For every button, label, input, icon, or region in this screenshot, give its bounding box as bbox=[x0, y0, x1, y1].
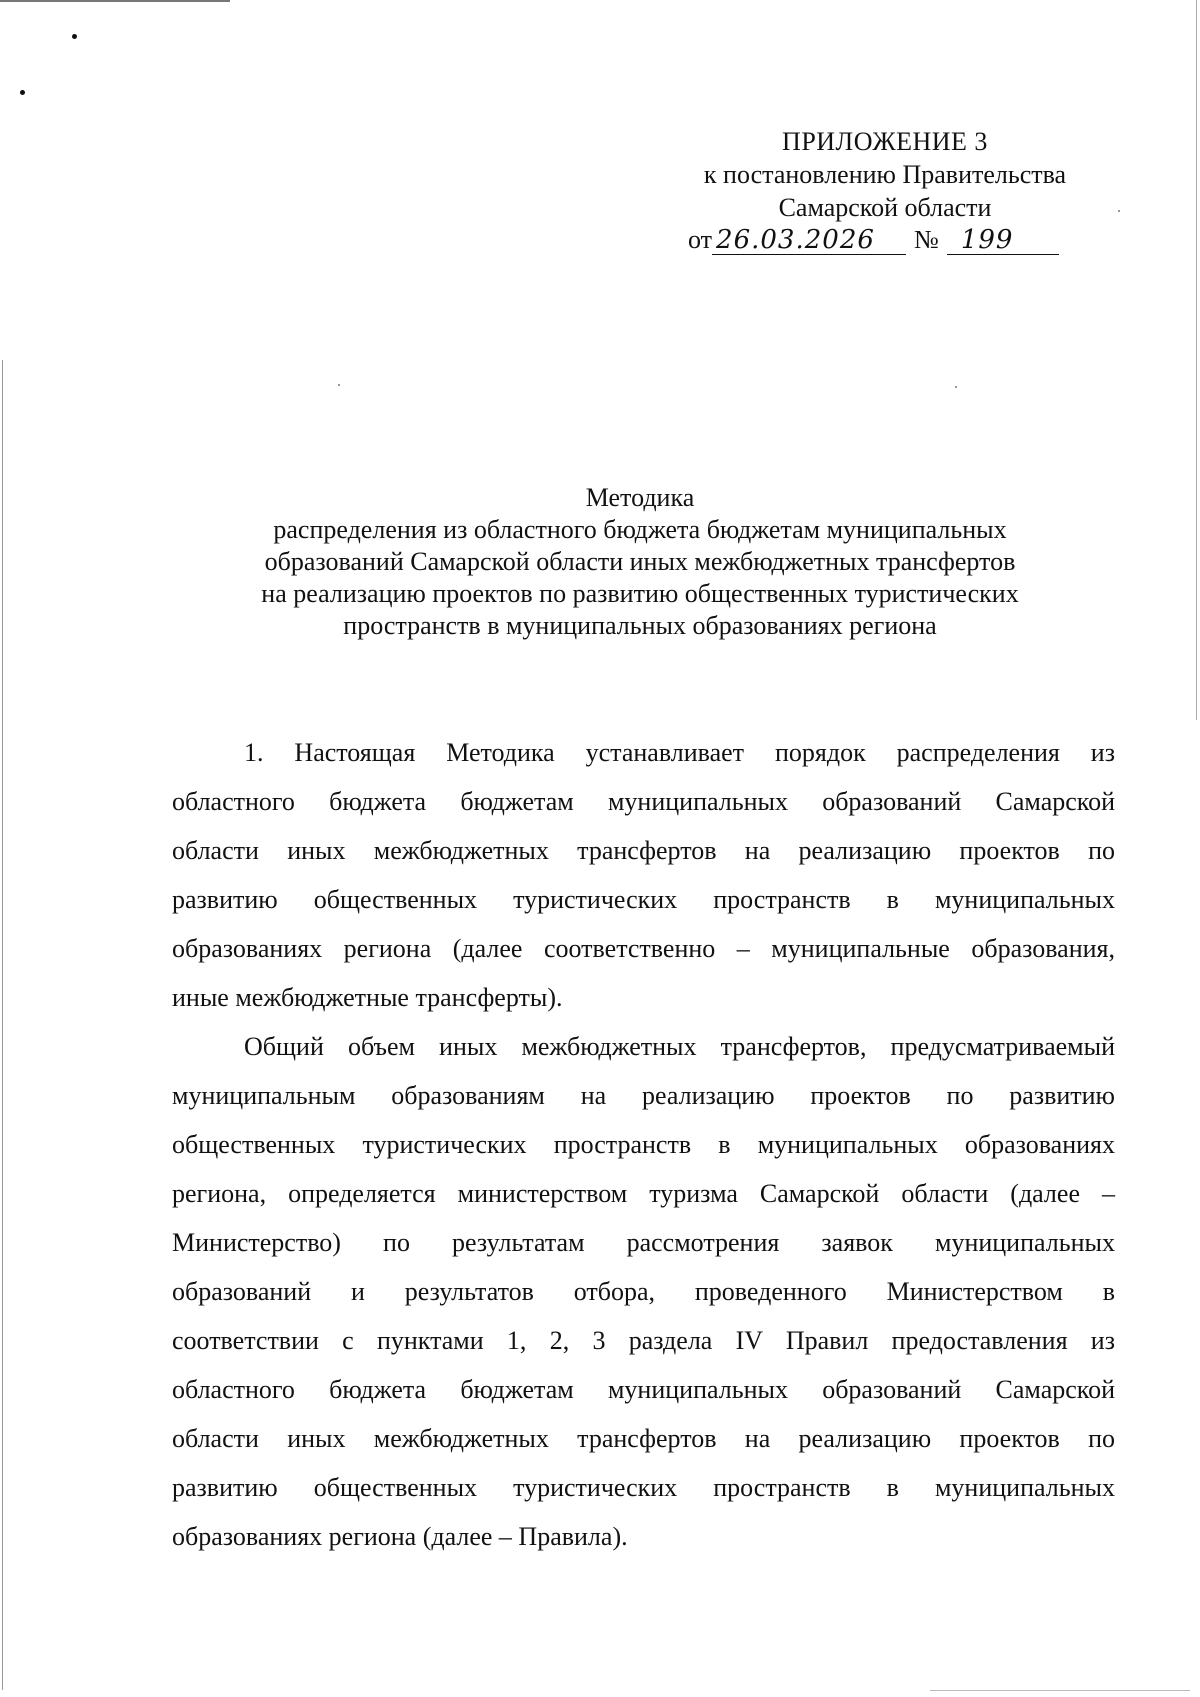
scan-artifact-line bbox=[2, 360, 3, 1690]
document-subtitle-line: на реализацию проектов по развитию общественных туристических bbox=[261, 579, 1019, 608]
appendix-line: к постановлению Правительства bbox=[703, 160, 1067, 189]
document-title: Методика bbox=[585, 483, 695, 512]
text-line: области иных межбюджетных трансфертов на реализацию проектов по bbox=[172, 836, 1115, 865]
text-line: образованиях региона (далее соответственно – муниципальные образования, bbox=[172, 934, 1115, 963]
text-line: 1. Настоящая Методика устанавливает порядок распределения из bbox=[244, 738, 1115, 767]
document-subtitle-line: распределения из областного бюджета бюджетам муниципальных bbox=[273, 515, 1007, 544]
appendix-title: ПРИЛОЖЕНИЕ 3 bbox=[782, 127, 988, 156]
text-line: муниципальным образованиям на реализацию проектов по развитию bbox=[172, 1081, 1115, 1110]
text-line: развитию общественных туристических пространств в муниципальных bbox=[172, 1473, 1115, 1502]
handwritten-date: 26.03.2026 bbox=[712, 226, 906, 255]
scan-artifact-dot bbox=[20, 90, 25, 95]
scan-artifact-line bbox=[1196, 0, 1197, 720]
text-line: региона, определяется министерством туризма Самарской области (далее – bbox=[172, 1179, 1115, 1208]
number-sign: № bbox=[914, 225, 939, 254]
text-line: развитию общественных туристических пространств в муниципальных bbox=[172, 885, 1115, 914]
scan-artifact-dot bbox=[955, 386, 957, 388]
document-subtitle-line: пространств в муниципальных образованиях региона bbox=[343, 611, 937, 640]
text-line: соответствии с пунктами 1, 2, 3 раздела IV Правил предоставления из bbox=[172, 1326, 1115, 1355]
appendix-line: Самарской области bbox=[778, 193, 992, 222]
paragraph-2 bbox=[172, 1022, 1115, 1561]
text-line: областного бюджета бюджетам муниципальных образований Самарской bbox=[172, 787, 1115, 816]
appendix-header bbox=[650, 125, 1120, 256]
text-line: областного бюджета бюджетам муниципальных образований Самарской bbox=[172, 1375, 1115, 1404]
appendix-date-number-line bbox=[650, 223, 1120, 256]
handwritten-number: 199 bbox=[947, 226, 1059, 255]
text-line: общественных туристических пространств в муниципальных образованиях bbox=[172, 1130, 1115, 1159]
text-line: области иных межбюджетных трансфертов на реализацию проектов по bbox=[172, 1424, 1115, 1453]
document-heading bbox=[170, 482, 1110, 642]
text-line: Общий объем иных межбюджетных трансфертов, предусматриваемый bbox=[244, 1032, 1115, 1061]
text-line: Министерство) по результатам рассмотрения заявок муниципальных bbox=[172, 1228, 1115, 1257]
scan-artifact-dot bbox=[72, 34, 77, 39]
scan-artifact-dot bbox=[338, 384, 340, 386]
text-line: образованиях региона (далее – Правила). bbox=[172, 1522, 628, 1551]
scan-artifact-line bbox=[930, 1690, 1190, 1691]
text-line: иные межбюджетные трансферты). bbox=[172, 983, 563, 1012]
paragraph-1 bbox=[172, 728, 1115, 1022]
date-prefix: от bbox=[688, 225, 713, 254]
text-line: образований и результатов отбора, проведенного Министерством в bbox=[172, 1277, 1115, 1306]
document-subtitle-line: образований Самарской области иных межбюджетных трансфертов bbox=[264, 547, 1016, 576]
scan-artifact-line bbox=[0, 0, 230, 2]
document-body bbox=[172, 728, 1115, 1561]
